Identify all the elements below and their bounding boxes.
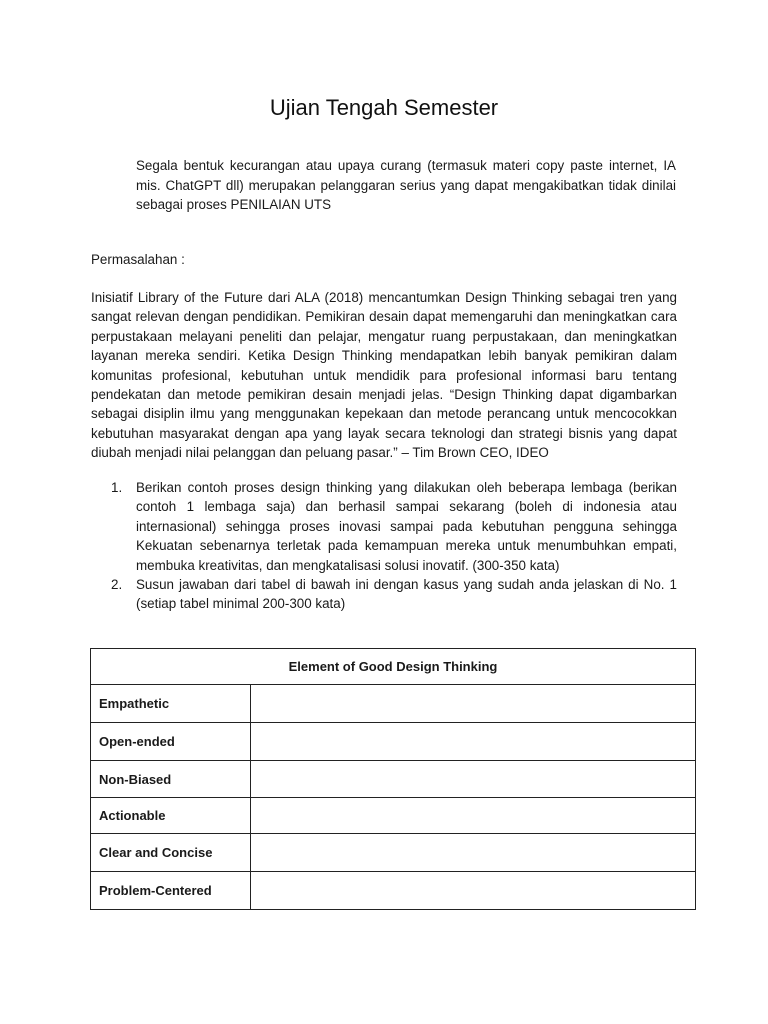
answer-cell[interactable] [251,798,696,834]
table-row [91,685,696,723]
row-label: Empathetic [91,685,251,723]
page-title: Ujian Tengah Semester [269,95,499,120]
table-row [91,798,696,834]
answer-cell[interactable] [251,761,696,798]
row-label: Actionable [91,798,251,834]
answer-cell[interactable] [251,723,696,761]
question-text: Berikan contoh proses design thinking yang dilakukan oleh beberapa lembaga (berikan contoh 1 lembaga saja) dan berhasil sampai sekarang (boleh di indonesia atau internasional) sehingga proses inovasi sampai pada kebutuhan pengguna sehingga Kekuatan sebenarnya terletak pada kemampuan mereka untuk menumbuhkan empati, membuka kreativitas, dan mengkatalisasi solusi inovatif. (300-350 kata) [136,480,677,573]
table-row [91,834,696,872]
question-text: Susun jawaban dari tabel di bawah ini dengan kasus yang sudah anda jelaskan di No. 1 (setiap tabel minimal 200-300 kata) [136,577,677,612]
question-item [91,478,677,575]
question-number: 2. [111,577,123,593]
table-header-row [91,649,696,685]
table-header: Element of Good Design Thinking [91,649,696,685]
row-label: Clear and Concise [91,834,251,872]
table-row [91,723,696,761]
answer-cell[interactable] [251,685,696,723]
design-thinking-table [90,648,696,910]
warning-paragraph: Segala bentuk kecurangan atau upaya curang (termasuk materi copy paste internet, IA mis. ChatGPT dll) merupakan pelanggaran serius yang dapat mengakibatkan tidak dinilai sebagai proses PENILAIAN UTS [136,158,676,212]
section-label: Permasalahan : [91,252,185,267]
question-number: 1. [111,480,123,495]
question-item [91,575,677,614]
table-row [91,872,696,910]
row-label: Problem-Centered [91,872,251,910]
problem-paragraph: Inisiatif Library of the Future dari ALA (2018) mencantumkan Design Thinking sebagai tren yang sangat relevan dengan pendidikan. Pemikiran desain dapat memengaruhi dan meningkatkan cara perpustakaan melayani peneliti dan pelajar, mengatur ruang perpustakaan, dan meningkatkan layanan mereka sendiri. Ketika Design Thinking mendapatkan lebih banyak pemikiran dalam komunitas profesional, kebutuhan untuk mendidik para profesional informasi baru tentang pendekatan dan metode pemikiran desain menjadi jelas. “Design Thinking dapat digambarkan sebagai disiplin ilmu yang menggunakan kepekaan dan metode perancang untuk mencocokkan kebutuhan masyarakat dengan apa yang layak secara teknologi dan strategi bisnis yang dapat diubah menjadi nilai pelanggan dan peluang pasar.” – Tim Brown CEO, IDEO [91,290,677,461]
question-list [91,478,677,614]
answer-cell[interactable] [251,872,696,910]
answer-cell[interactable] [251,834,696,872]
row-label: Non-Biased [91,761,251,798]
table-row [91,761,696,798]
row-label: Open-ended [91,723,251,761]
